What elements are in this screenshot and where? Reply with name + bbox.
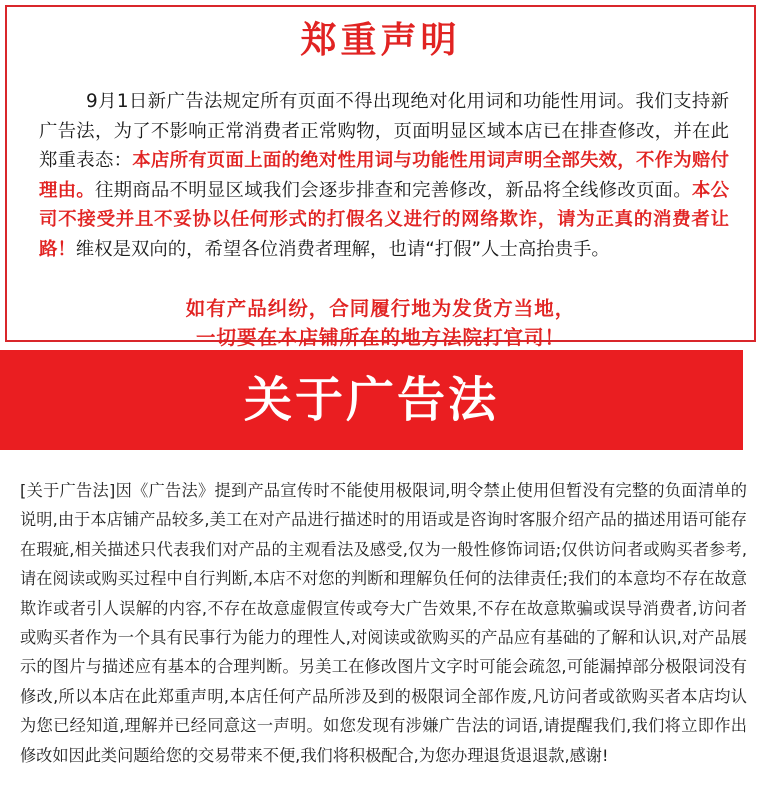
- statement-text-1: 9月1日新广告法规定所有页面不得出现绝对化用词和功能性用词。我们支持新广告法，为了不影响正常消费者正常购物，页面明显区域本店已在排查修改，并在此郑重表态：: [39, 91, 729, 171]
- banner-title: 关于广告法: [243, 372, 499, 428]
- ad-law-banner: [0, 350, 743, 450]
- statement-body: [39, 87, 729, 264]
- ad-law-explanation: [关于广告法]因《广告法》提到产品宣传时不能使用极限词,明令禁止使用但暂没有完整的负面清单的说明,由于本店铺产品较多,美工在对产品进行描述时的用语或是咨询时客服介绍产品的描述用语可能存在瑕疵,相关描述只代表我们对产品的主观看法及感受,仅为一般性修饰词语;仅供访问者或购买者参考,请在阅读或购买过程中自行判断,本店不对您的判断和理解负任何的法律责任;我们的本意均不存在故意欺诈或者引人误解的内容,不存在故意虚假宣传或夸大广告效果,不存在故意欺骗或误导消费者,访问者或购买者作为一个具有民事行为能力的理性人,对阅读或欲购买的产品应有基础的了解和认识,对产品展示的图片与描述应有基本的合理判断。另美工在修改图片文字时可能会疏忽,可能漏掉部分极限词没有修改,所以本店在此郑重声明,本店任何产品所涉及到的极限词全部作废,凡访问者或欲购买者本店均认为您已经知道,理解并已经同意这一声明。如您发现有涉嫌广告法的词语,请提醒我们,我们将立即作出修改如因此类问题给您的交易带来不便,我们将积极配合,为您办理退货退退款,感谢!: [20, 481, 747, 765]
- statement-highlight-1: 本店所有页面上面的绝对性用词与功能性用词声明全部失效，不作为赔付理由。: [39, 150, 729, 201]
- dispute-line-2: 一切要在本店铺所在的地方法院打官司！: [195, 326, 565, 349]
- statement-text-3: 维权是双向的，希望各位消费者理解，也请“打假”人士高抬贵手。: [75, 238, 610, 260]
- statement-title: 郑重声明: [300, 20, 461, 61]
- statement-highlight-2: 本公司不接受并且不妥协以任何形式的打假名义进行的网络欺诈，请为正真的消费者让路！: [39, 179, 729, 260]
- dispute-line-1: 如有产品纠纷，合同履行地为发货方当地，: [185, 297, 576, 320]
- statement-text-2: 往期商品不明显区域我们会逐步排查和完善修改，新品将全线修改页面。: [94, 179, 692, 201]
- solemn-statement-box: [5, 5, 756, 349]
- dispute-notice: [7, 294, 754, 352]
